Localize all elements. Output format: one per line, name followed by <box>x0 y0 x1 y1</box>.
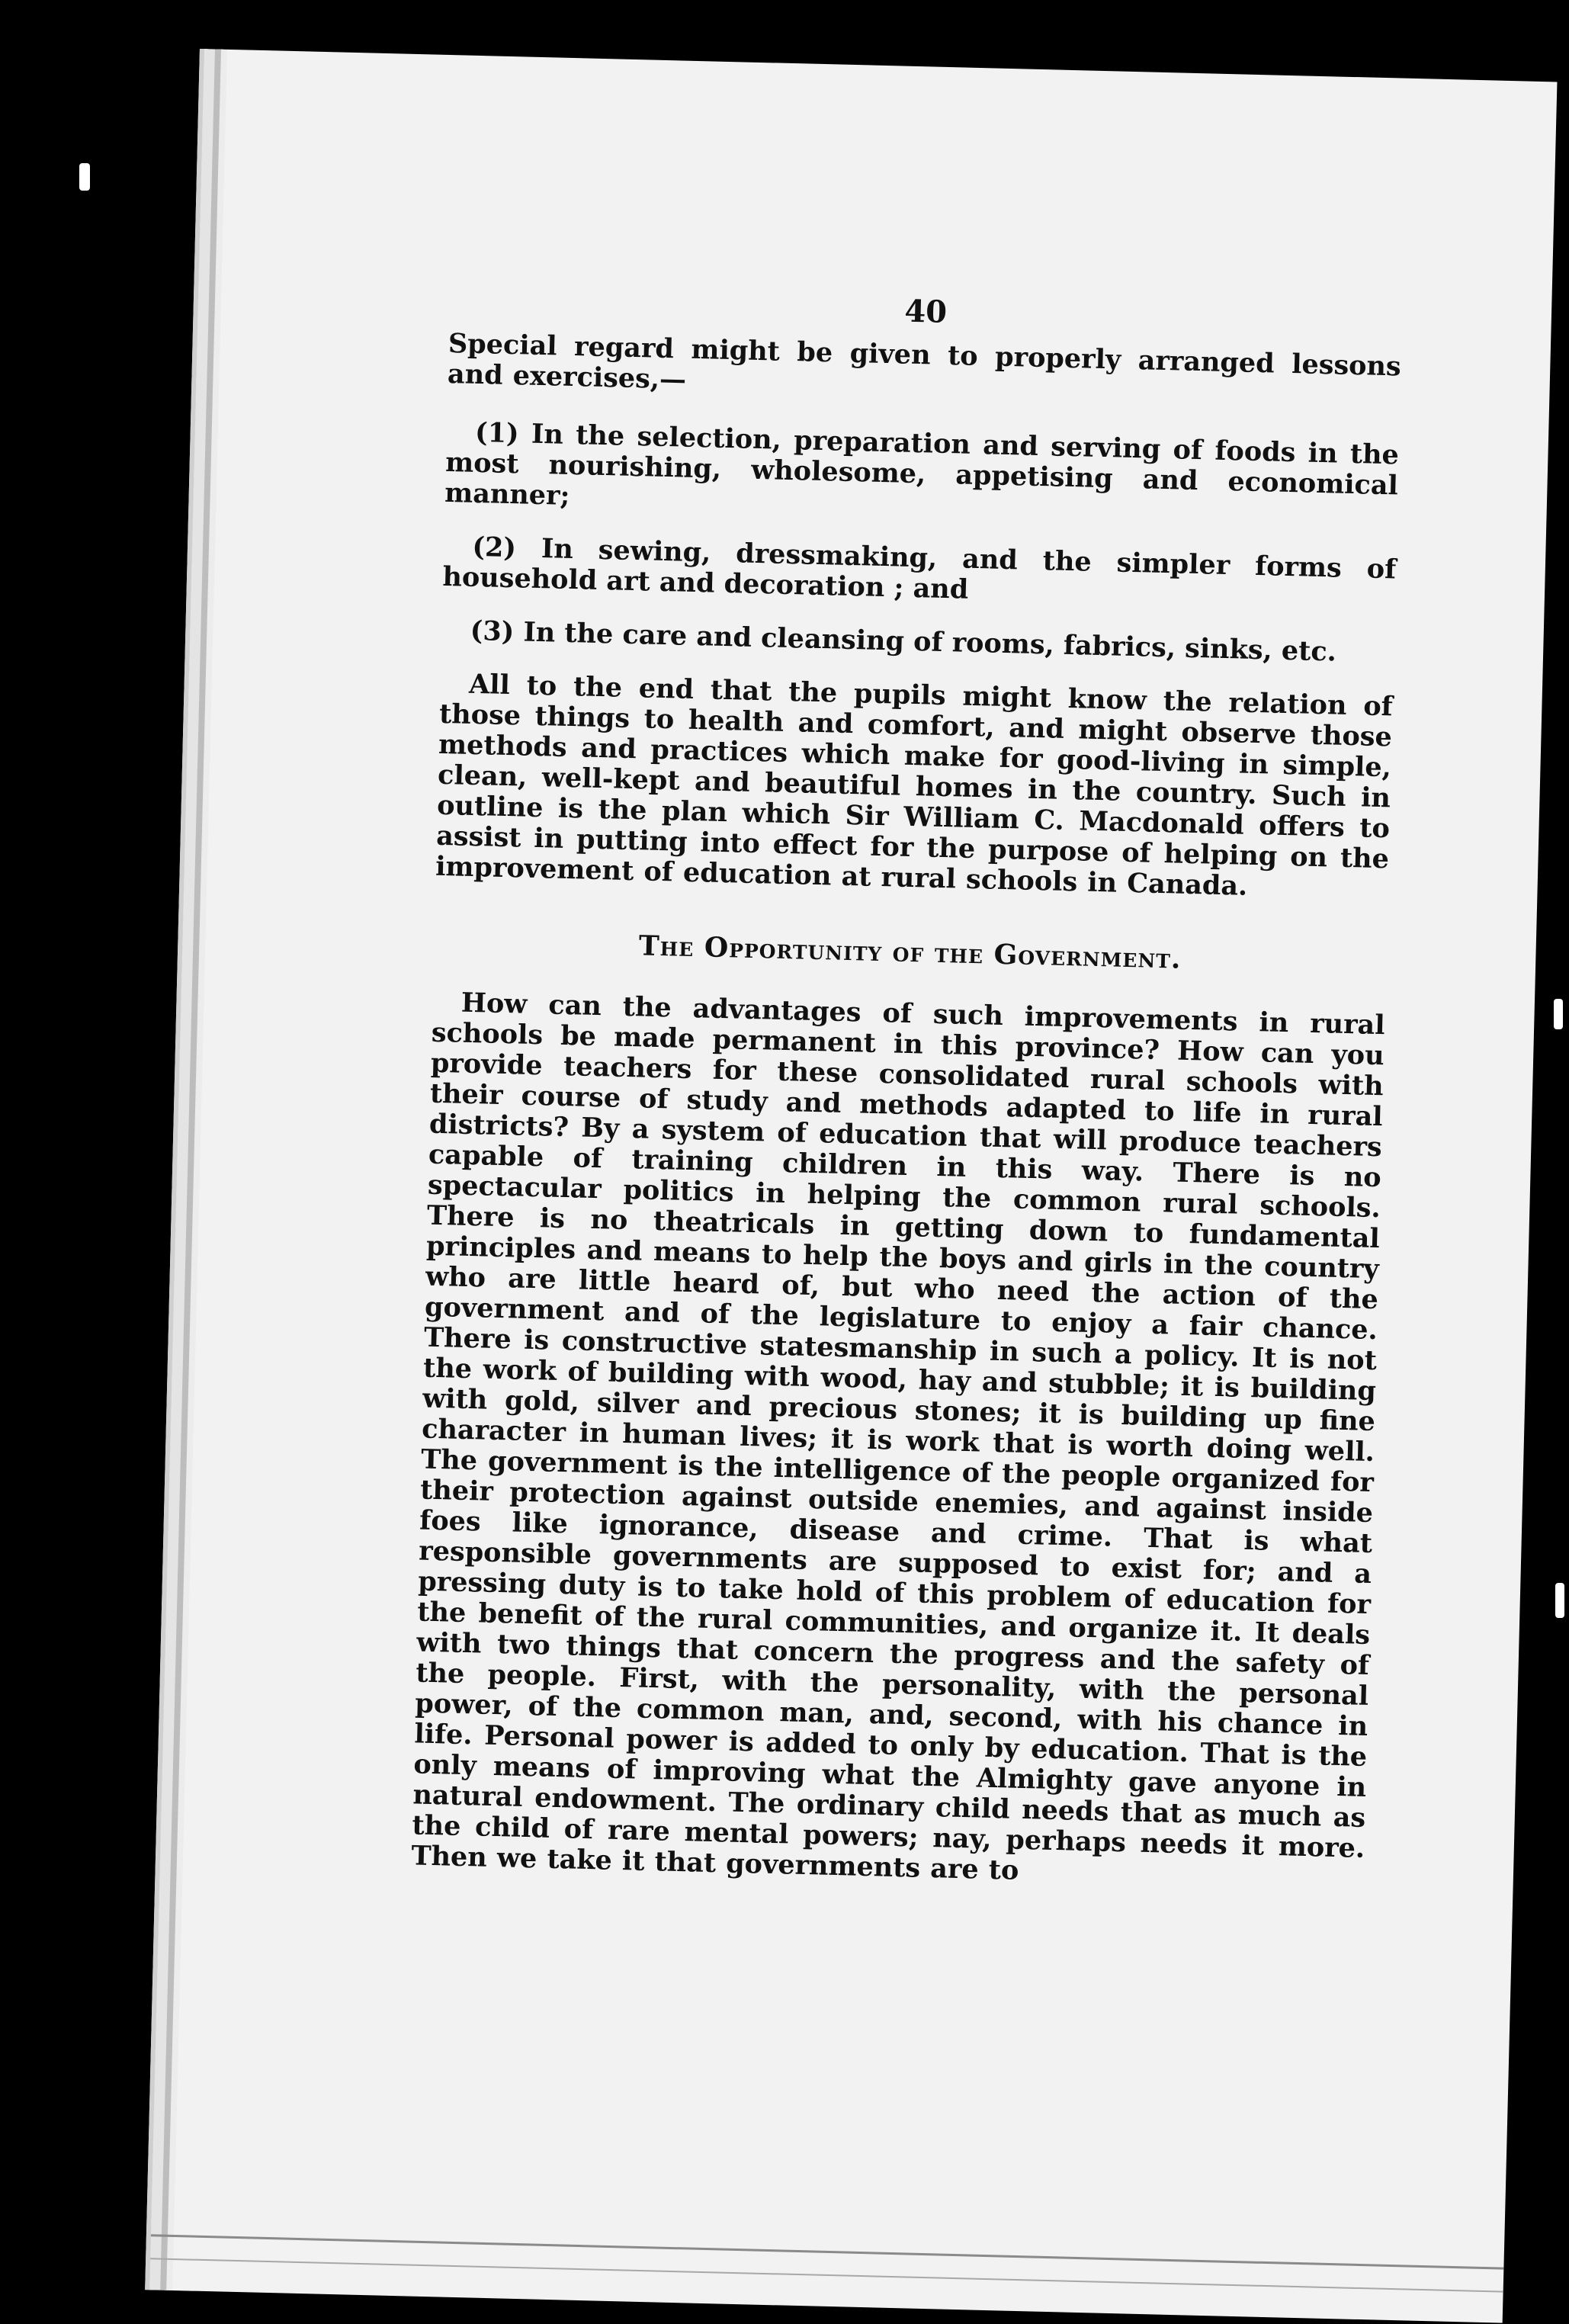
list-item: (1) In the selection, preparation and serving of foods in the most nourishing, wholesome, appetising and economical manner; <box>444 416 1400 512</box>
margin-speck <box>1554 999 1563 1029</box>
margin-speck <box>79 163 90 191</box>
closing-paragraph: All to the end that the pupils might know the relation of those things to health and comfort, and might observe those methods and practices which make for good-living in simple, clean, well-kept and beautiful homes in the country. Such in outline is the plan which Sir William C. Macdonald offers to assist in putting into effect for the purpose of helping on the improvement of education at rural schools in Canada. <box>435 668 1394 902</box>
section-paragraph: How can the advantages of such improvements in rural schools be made permanent in this province? How can you provide teachers for these consolidated rural schools with their course of study and methods adapted to life in rural districts? By a system of education that will produce teachers capable of training children in this way. There is no spectacular politics in helping the common rural schools. There is no theatricals in getting down to fundamental principles and means to help the boys and girls in the country who are little heard of, but who need the action of the government and of the legislature to enjoy a fair chance. There is constructive statesmanship in such a policy. It is not the work of building with wood, hay and stubble; it is building with gold, silver and precious stones; it is building up fine character in human lives; it is work that is worth doing well. The government is the intelligence of the people organized for their protection against outside enemies, and against inside foes like ignorance, disease and crime. That is what responsible governments are supposed to exist for; and a pressing duty is to take hold of this problem of education for the benefit of the rural communities, and organize it. It deals with two things that concern the progress and the safety of the people. First, with the personality, with the personal power, of the common man, and, second, with his chance in life. Personal power is added to only by education. That is the only means of improving what the Almighty gave anyone in natural endowment. The ordinary child needs that as much as the child of rare mental powers; nay, perhaps needs it more. Then we take it that governments are to <box>411 987 1386 1886</box>
list-item: (2) In sewing, dressmaking, and the simpler forms of household art and decoration ; and <box>442 531 1397 605</box>
intro-paragraph: Special regard might be given to properly arranged lessons and exercises,— <box>447 327 1402 396</box>
printed-page <box>410 282 1402 1922</box>
page-number: 40 <box>903 293 948 330</box>
list-item: (3) In the care and cleansing of rooms, fabrics, sinks, etc. <box>470 615 1337 668</box>
margin-speck <box>1555 1583 1564 1618</box>
section-heading: The Opportunity of the Government. <box>638 929 1182 975</box>
